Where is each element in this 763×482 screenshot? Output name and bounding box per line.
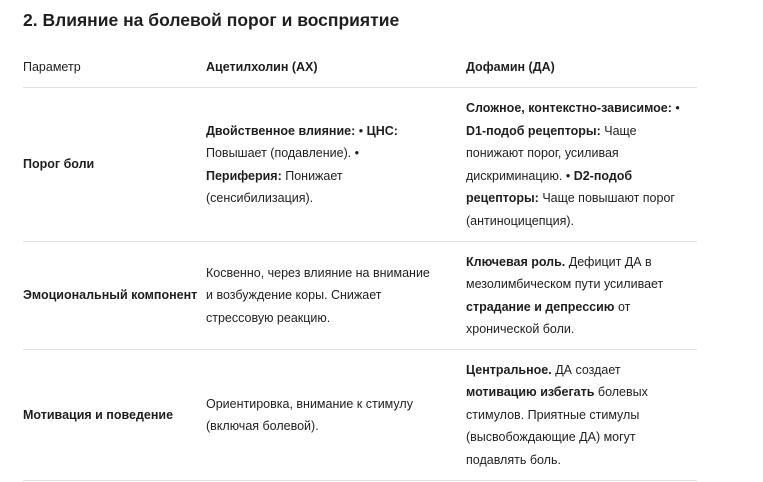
bold-phrase: Центральное. <box>466 362 552 377</box>
dopamine-cell: Центральное. ДА создает мотивацию избегать болевых стимулов. Приятные стимулы (высвобождающие ДА) могут подавлять боль. <box>466 350 697 481</box>
dopamine-cell: Сложное, контекстно-зависимое: • D1-подоб рецепторы: Чаще понижают порог, усиливая дискриминацию. • D2-подоб рецепторы: Чаще повышают порог (антиноцицепция). <box>466 88 697 242</box>
bold-phrase: Периферия: <box>206 168 282 183</box>
comparison-table <box>23 48 697 481</box>
bold-phrase: D1-подоб рецепторы: <box>466 123 601 138</box>
bold-phrase: Ключевая роль. <box>466 254 566 269</box>
bold-phrase: D2-подоб рецепторы: <box>466 168 633 205</box>
table-row <box>23 88 697 242</box>
row-parameter: Эмоциональный компонент <box>23 242 206 350</box>
table-row <box>23 350 697 481</box>
acetylcholine-cell: Двойственное влияние: • ЦНС: Повышает (подавление). • Периферия: Понижает (сенсибилизация). <box>206 88 466 242</box>
table-header-row <box>23 48 697 88</box>
bold-phrase: Двойственное влияние: <box>206 123 356 138</box>
section-title: 2. Влияние на болевой порог и восприятие <box>23 10 400 30</box>
row-parameter: Мотивация и поведение <box>23 350 206 481</box>
bold-phrase: Сложное, контекстно-зависимое: <box>466 101 672 115</box>
header-acetylcholine: Ацетилхолин (АХ) <box>206 48 466 88</box>
dopamine-cell: Ключевая роль. Дефицит ДА в мезолимбическом пути усиливает страдание и депрессию от хронической боли. <box>466 242 697 350</box>
bold-phrase: мотивацию избегать <box>466 385 595 400</box>
row-parameter: Порог боли <box>23 88 206 242</box>
bold-phrase: страдание и депрессию <box>466 299 615 314</box>
header-dopamine: Дофамин (ДА) <box>466 48 697 88</box>
header-parameter: Параметр <box>23 48 206 88</box>
acetylcholine-cell: Ориентировка, внимание к стимулу (включая болевой). <box>206 350 466 481</box>
acetylcholine-cell: Косвенно, через влияние на внимание и возбуждение коры. Снижает стрессовую реакцию. <box>206 242 466 350</box>
bold-phrase: ЦНС: <box>366 123 398 138</box>
table-row <box>23 242 697 350</box>
